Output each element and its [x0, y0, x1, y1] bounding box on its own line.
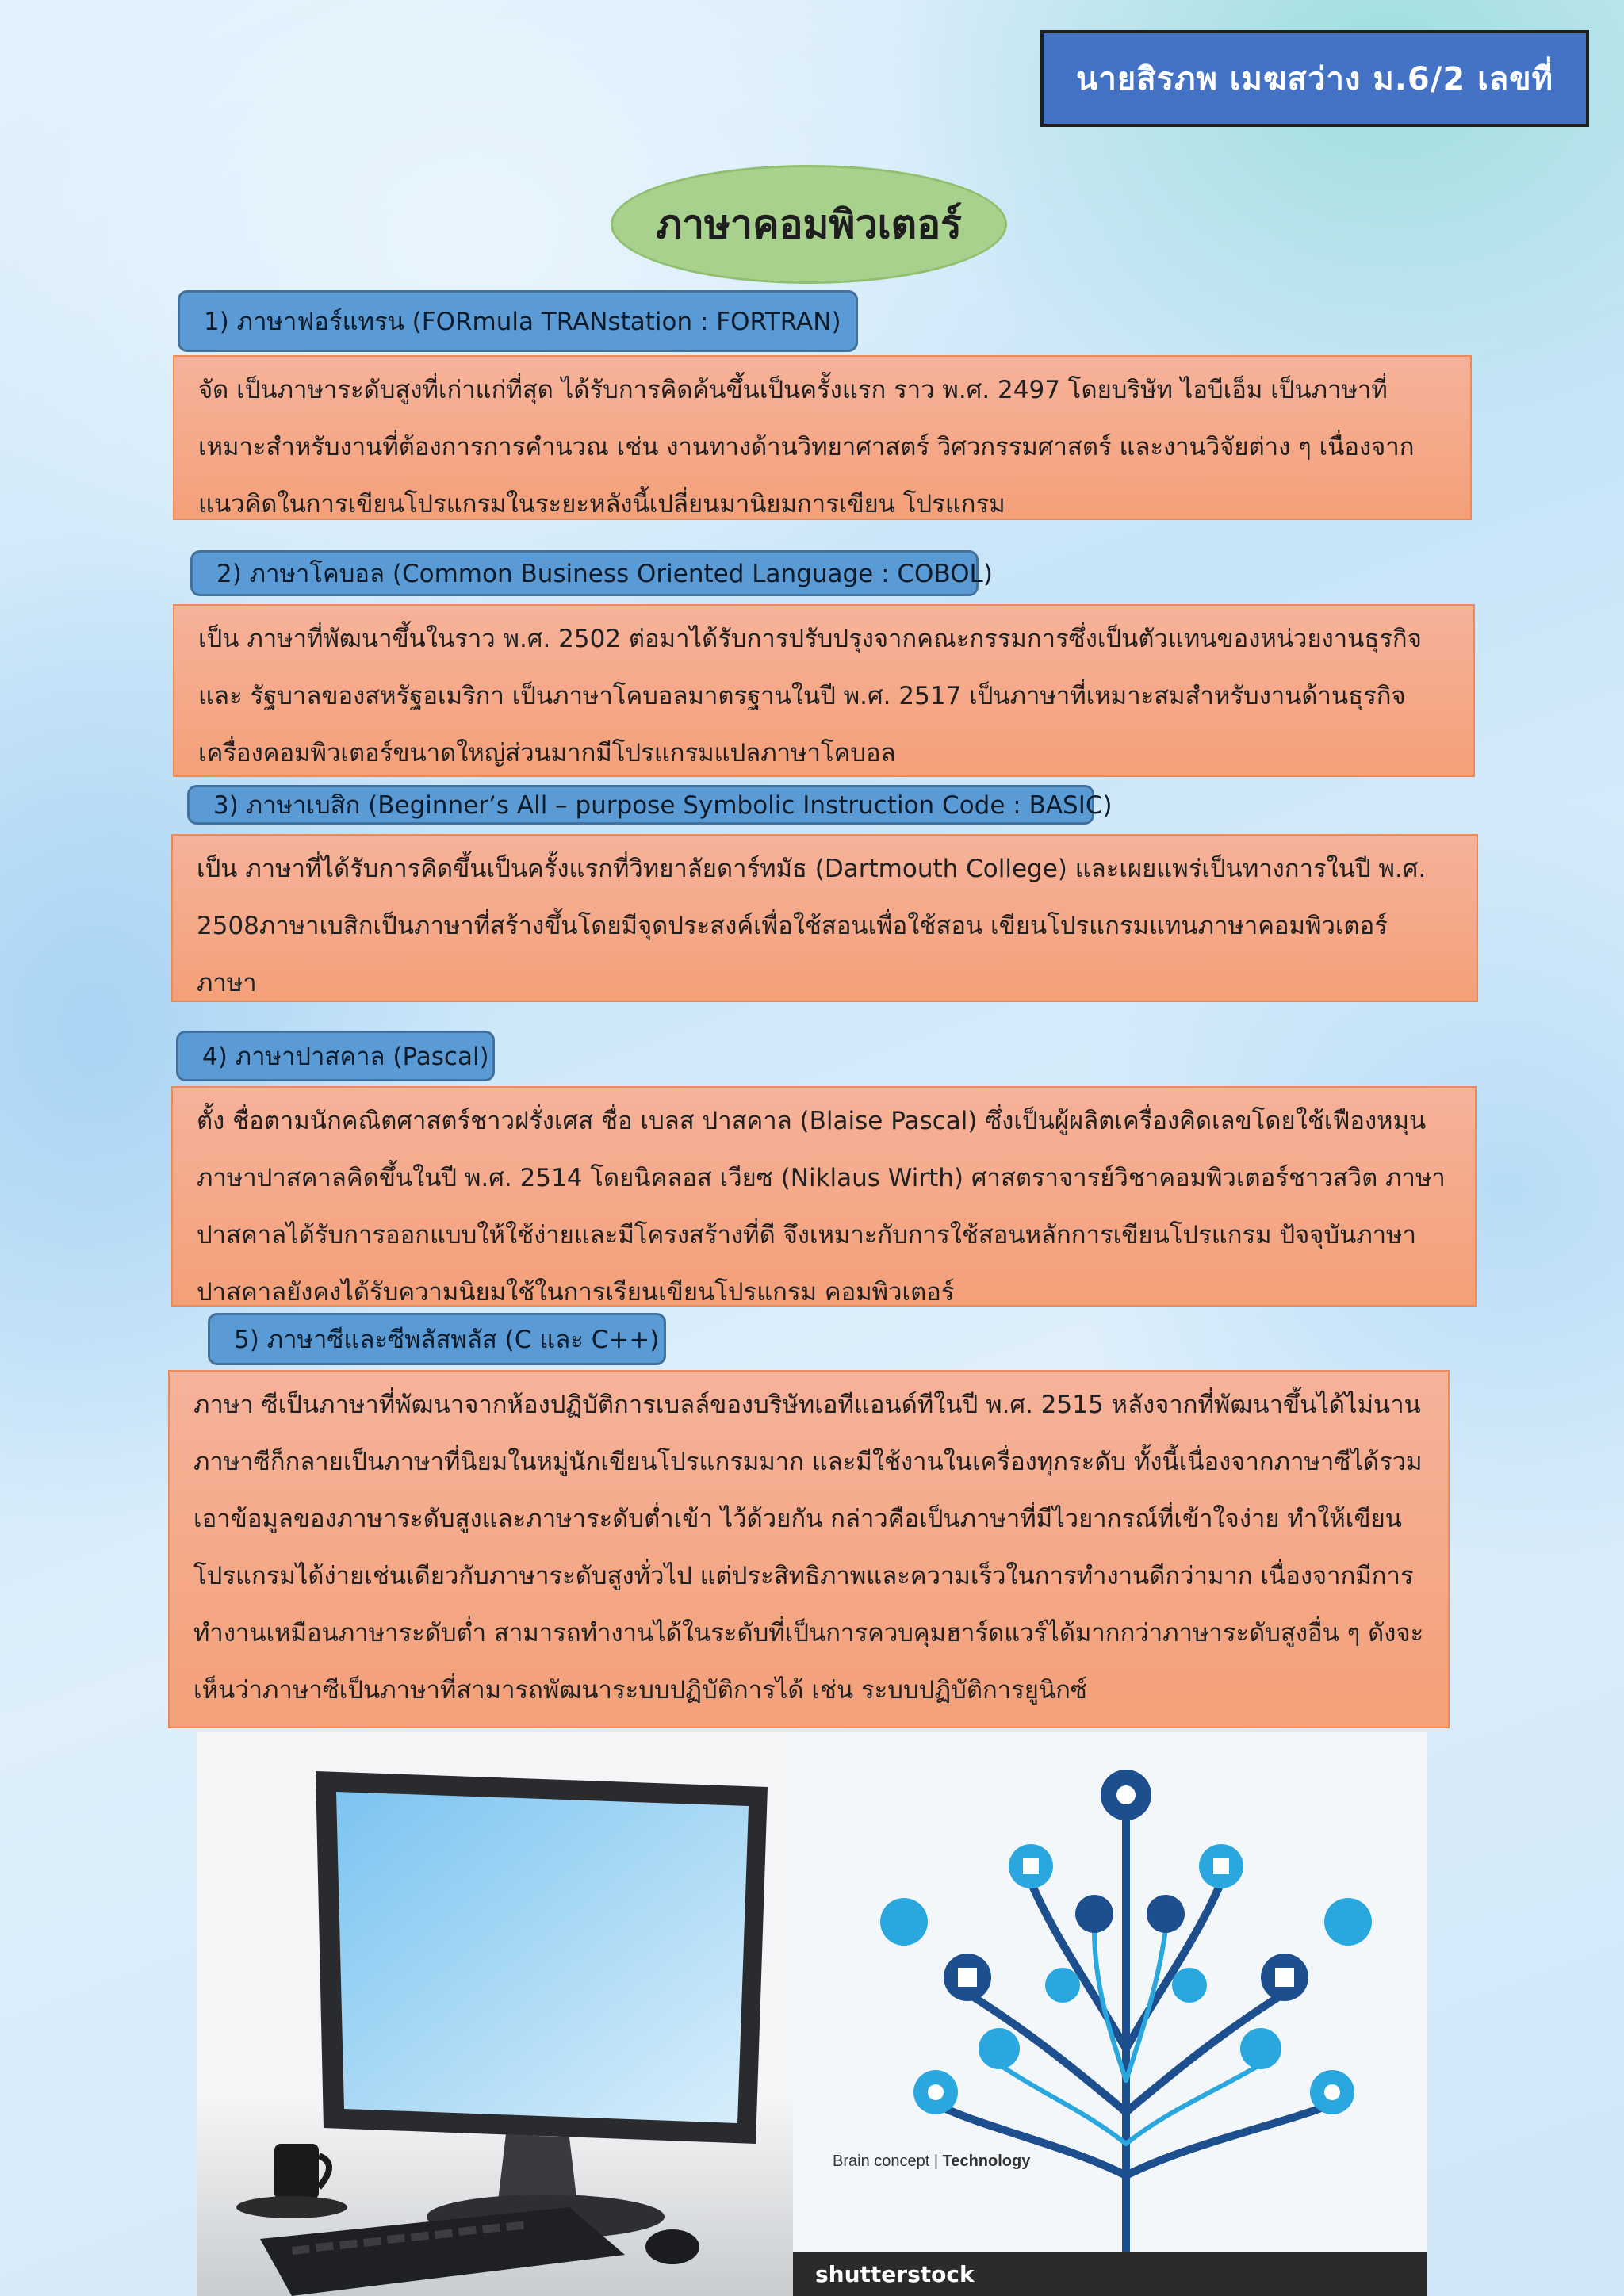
section-3-body [171, 834, 1478, 1002]
tech-caption [833, 2152, 1031, 2170]
section-5-heading [208, 1313, 666, 1365]
section-4-line: ตั้ง ชื่อตามนักคณิตศาสตร์ชาวฝรั่งเศส ชื่อ เบลส ปาสคาล (Blaise Pascal) ซึ่งเป็นผู้ผลิตเครื่องคิดเลขโดยใช้เฟืองหมุน [197, 1107, 1427, 1135]
section-3-heading-text: 3) ภาษาเบสิก (Beginner’s All – purpose Symbolic Instruction Code : BASIC) [213, 791, 1113, 820]
shutterstock-watermark: shutterstock [815, 2260, 975, 2287]
section-5-line: ภาษาซีก็กลายเป็นภาษาที่นิยมในหมู่นักเขียนโปรแกรมมาก และมีใช้งานในเครื่องทุกระดับ ทั้งนี้เนื่องจากภาษาซีได้รวม [193, 1448, 1423, 1476]
section-5-line: เห็นว่าภาษาซีเป็นภาษาที่สามารถพัฒนาระบบปฏิบัติการได้ เช่น ระบบปฏิบัติการยูนิกซ์ [193, 1676, 1087, 1705]
page-title-text: ภาษาคอมพิวเตอร์ [656, 201, 962, 247]
section-2-heading-text: 2) ภาษาโคบอล (Common Business Oriented Language : COBOL) [216, 560, 993, 588]
section-1-heading [178, 290, 858, 352]
section-2-line: เครื่องคอมพิวเตอร์ขนาดใหญ่ส่วนมากมีโปรแกรมแปลภาษาโคบอล [198, 739, 896, 767]
section-5-line: โปรแกรมได้ง่ายเช่นเดียวกับภาษาระดับสูงทั่วไป แต่ประสิทธิภาพและความเร็วในการทำงานดีกว่ามาก เนื่องจากมีการ [193, 1562, 1414, 1590]
student-name-label: นายสิรภพ เมฆสว่าง ม.6/2 เลขที่ [1076, 61, 1553, 98]
tech-tree-icon [793, 1732, 1427, 2296]
section-4-heading-text: 4) ภาษาปาสคาล (Pascal) [202, 1043, 489, 1071]
desktop-computer-photo [197, 1732, 793, 2296]
section-4-line: ภาษาปาสคาลคิดขึ้นในปี พ.ศ. 2514 โดยนิคลอส เวียซ (Niklaus Wirth) ศาสตราจารย์วิชาคอมพิวเตอร์ชาวสวิต ภาษา [197, 1164, 1446, 1192]
section-1-body [173, 355, 1472, 520]
section-2-line: และ รัฐบาลของสหรัฐอเมริกา เป็นภาษาโคบอลมาตรฐานในปี พ.ศ. 2517 เป็นภาษาที่เหมาะสมสำหรับงานด้านธุรกิจ [198, 682, 1406, 710]
shutterstock-watermark-bar [793, 2252, 1427, 2296]
section-2-line: เป็น ภาษาที่พัฒนาขึ้นในราว พ.ศ. 2502 ต่อมาได้รับการปรับปรุงจากคณะกรรมการซึ่งเป็นตัวแทนของหน่วยงานธุรกิจ [198, 625, 1422, 653]
section-5-line: ภาษา ซีเป็นภาษาที่พัฒนาจากห้องปฏิบัติการเบลล์ของบริษัทเอทีแอนด์ทีในปี พ.ศ. 2515 หลังจากที่พัฒนาขึ้นได้ไม่นาน [193, 1391, 1421, 1419]
section-4-line: ปาสคาลได้รับการออกแบบให้ใช้ง่ายและมีโครงสร้างที่ดี จึงเหมาะกับการใช้สอนหลักการเขียนโปรแกรม ปัจจุบันภาษา [197, 1221, 1416, 1249]
section-1-line: เหมาะสำหรับงานที่ต้องการการคำนวณ เช่น งานทางด้านวิทยาศาสตร์ วิศวกรรมศาสตร์ และงานวิจัยต่าง ๆ เนื่องจาก [198, 433, 1415, 461]
section-4-line: ปาสคาลยังคงได้รับความนิยมใช้ในการเรียนเขียนโปรแกรม คอมพิวเตอร์ [197, 1278, 955, 1307]
student-name-box [1040, 30, 1589, 127]
section-5-heading-text: 5) ภาษาซีและซีพลัสพลัส (C และ C++) [234, 1326, 660, 1354]
section-5-line: ทำงานเหมือนภาษาระดับต่ำ สามารถทำงานได้ในระดับที่เป็นการควบคุมฮาร์ดแวร์ได้มากกว่าภาษาระดับสูงอื่น ๆ ดังจะ [193, 1619, 1424, 1647]
section-3-line: เป็น ภาษาที่ได้รับการคิดขึ้นเป็นครั้งแรกที่วิทยาลัยดาร์ทมัธ (Dartmouth College) และเผยแพร่เป็นทางการในปี พ.ศ. [197, 855, 1427, 883]
section-2-heading [190, 550, 993, 596]
section-2-body [173, 604, 1475, 777]
section-5-line: เอาข้อมูลของภาษาระดับสูงและภาษาระดับต่ำเข้า ไว้ด้วยกัน กล่าวคือเป็นภาษาที่มีไวยากรณ์ที่เข้าใจง่าย ทำให้เขียน [193, 1505, 1402, 1533]
technology-tree-illustration [793, 1732, 1427, 2296]
section-5-body [168, 1370, 1450, 1728]
page-title [611, 165, 1007, 284]
section-3-line: ภาษา [197, 969, 257, 997]
section-1-heading-text: 1) ภาษาฟอร์แทรน (FORmula TRANstation : FORTRAN) [204, 308, 841, 336]
tech-caption-bold: Technology [942, 2152, 1031, 2170]
section-3-heading [187, 785, 1113, 825]
section-1-line: แนวคิดในการเขียนโปรแกรมในระยะหลังนี้เปลี่ยนมานิยมการเขียน โปรแกรม [198, 490, 1005, 519]
section-4-body [171, 1086, 1477, 1307]
tech-caption-prefix: Brain concept | [833, 2152, 943, 2170]
section-1-line: จัด เป็นภาษาระดับสูงที่เก่าแก่ที่สุด ได้รับการคิดค้นขึ้นเป็นครั้งแรก ราว พ.ศ. 2497 โดยบริษัท ไอบีเอ็ม เป็นภาษาที่ [198, 376, 1388, 404]
section-3-line: 2508ภาษาเบสิกเป็นภาษาที่สร้างขึ้นโดยมีจุดประสงค์เพื่อใช้สอนเพื่อใช้สอน เขียนโปรแกรมแทนภาษาคอมพิวเตอร์ [197, 912, 1388, 940]
section-4-heading [176, 1031, 495, 1081]
desktop-computer-icon [197, 1732, 793, 2296]
